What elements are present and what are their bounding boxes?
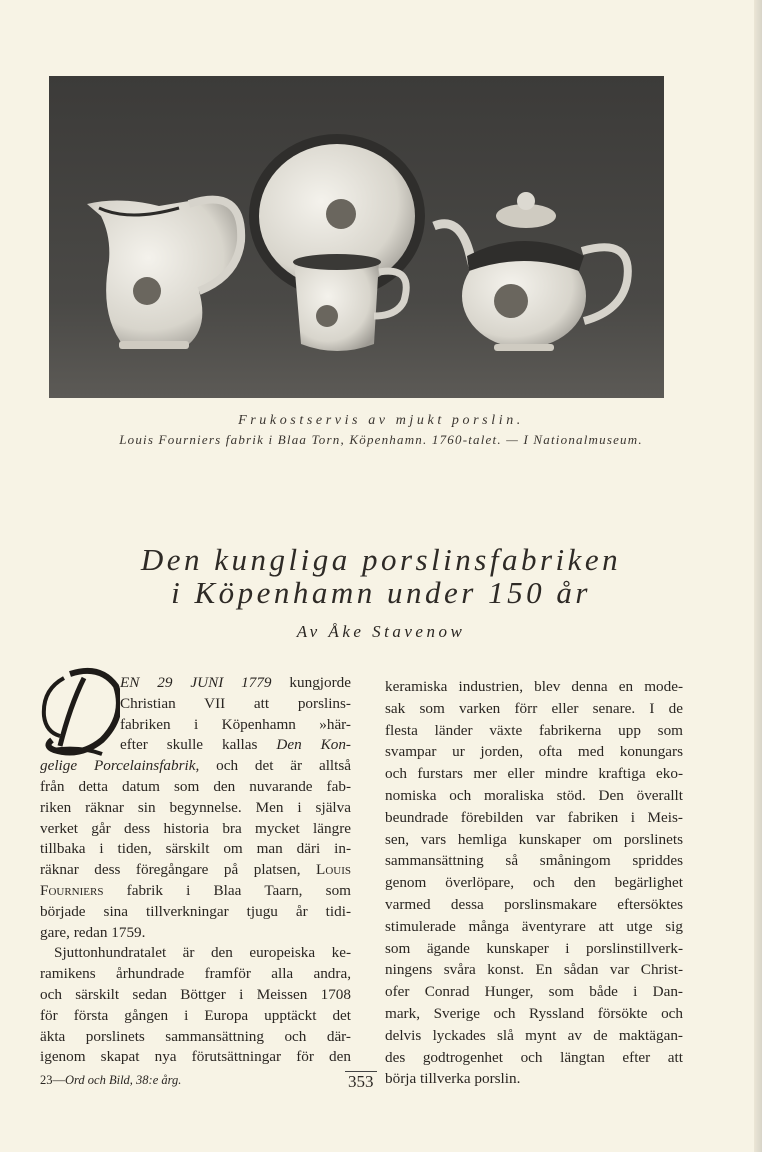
text-line: sak som varken förr eller senare. I de: [385, 699, 683, 717]
text-segment: efter skulle kallas: [120, 736, 277, 754]
text-segment: ramikens århundrade framför alla andra,: [40, 965, 351, 983]
text-line: som ägande kunskaper i porslinstillverk-: [385, 939, 683, 957]
text-line: genom överlöpare, och den begärlighet: [385, 874, 683, 892]
text-segment: Fourniers: [40, 881, 104, 899]
text-line: [40, 943, 351, 964]
text-line: flesta länder växte fabrikerna upp som: [385, 721, 683, 739]
text-segment: fabriken i Köpenhamn »här-: [120, 715, 351, 733]
text-line: [40, 777, 351, 798]
text-line: beundrade förebilden var fabriken i Meis-: [385, 808, 683, 826]
footer-signature: [40, 1073, 181, 1088]
text-line: [40, 881, 351, 902]
text-segment: började sina tillverkningar tjugu år tidi-: [40, 902, 351, 920]
text-line: [40, 715, 351, 736]
text-segment: tillbaka i tiden, särskilt om man däri in-: [40, 840, 351, 858]
text-line: [40, 673, 351, 694]
text-segment: riken räknar sin begynnelse. Men i själva: [40, 798, 351, 816]
text-segment: kungjorde: [289, 674, 351, 691]
text-segment: gare, redan 1759.: [40, 923, 146, 941]
text-line: nomiska och moraliska stöd. Den överallt: [385, 786, 683, 804]
text-line: ningens svåra konst. En sådan var Christ-: [385, 961, 683, 979]
text-line: [40, 839, 351, 860]
text-line: [40, 819, 351, 840]
text-line: [40, 735, 351, 756]
porcelain-breakfast-set-photo: [49, 76, 664, 398]
footer-sheet-number: 23—: [40, 1073, 65, 1087]
text-line: des godtrogenhet och längtan efter att: [385, 1048, 683, 1066]
text-line: [40, 798, 351, 819]
text-segment: gelige Porcelainsfabrik,: [40, 757, 200, 775]
text-line: [40, 1006, 351, 1027]
text-segment: och särskilt sedan Böttger i Meissen 1708: [40, 985, 351, 1003]
text-line: sammansättning så småningom spriddes: [385, 852, 683, 870]
text-line: [40, 756, 351, 777]
left-column: [40, 673, 351, 1068]
text-line: sen, vars hemliga kunskaper om porslinets: [385, 830, 683, 848]
text-line: [40, 902, 351, 923]
page-number: 353: [345, 1071, 377, 1092]
text-segment: räknar dess föregångare på platsen,: [40, 861, 317, 879]
article-title-line-1: Den kungliga porslinsfabriken: [140, 542, 622, 577]
text-line: börja tillverka porslin.: [385, 1070, 521, 1088]
text-segment: Sjuttonhundratalet är den europeiska ke-: [54, 944, 351, 962]
text-segment: igenom skapat nya förutsättningar för den: [40, 1048, 351, 1066]
photo-caption-credit: Louis Fourniers fabrik i Blaa Torn, Köpenhamn. 1760-talet. — I Nationalmuseum.: [119, 432, 643, 447]
text-segment: Den Kon-: [276, 736, 351, 754]
text-segment: för första gången i Europa upptäckt det: [40, 1006, 351, 1024]
article-byline: Av Åke Stavenow: [296, 622, 466, 641]
text-line: delvis lyckades slå mynt av de maktägan-: [385, 1026, 683, 1044]
text-line: [40, 985, 351, 1006]
text-line: mark, Sverige och Ryssland försökte och: [385, 1004, 683, 1022]
text-line: ofer Conrad Hunger, som både i Dan-: [385, 983, 683, 1001]
article-title-line-2: i Köpenhamn under 150 år: [171, 575, 591, 610]
text-line: keramiska industrien, blev denna en mode-: [385, 678, 683, 695]
text-line: [40, 964, 351, 985]
text-line: [40, 923, 351, 944]
text-line: svampar ur jorden, ofta med konungars: [385, 743, 683, 761]
text-line: [40, 694, 351, 715]
text-segment: Louis: [316, 861, 351, 879]
text-line: och furstars mer eller mindre kraftiga eko-: [385, 765, 683, 783]
text-segment: från detta datum som den nuvarande fab-: [40, 777, 351, 795]
text-segment: fabrik i Blaa Taarn, som: [103, 881, 351, 899]
right-column: [385, 676, 683, 1090]
text-segment: och det är alltså: [199, 757, 352, 775]
text-line: [40, 860, 351, 881]
footer-publication: Ord och Bild, 38:e årg.: [65, 1073, 182, 1087]
photo-caption-title: Frukostservis av mjukt porslin.: [238, 413, 524, 428]
text-line: [40, 1027, 351, 1048]
text-segment: EN 29 JUNI 1779: [120, 674, 290, 691]
text-segment: Christian VII att porslins-: [120, 694, 351, 712]
text-line: stimulerade många äventyrare att utge sig: [385, 917, 683, 935]
text-segment: äkta porslinets sammansättning och där-: [40, 1027, 351, 1045]
text-line: varmed dessa porslinsmakare eftersöktes: [385, 895, 683, 913]
text-segment: verket går dess historia bra mycket längre: [40, 819, 351, 837]
text-line: [40, 1047, 351, 1068]
